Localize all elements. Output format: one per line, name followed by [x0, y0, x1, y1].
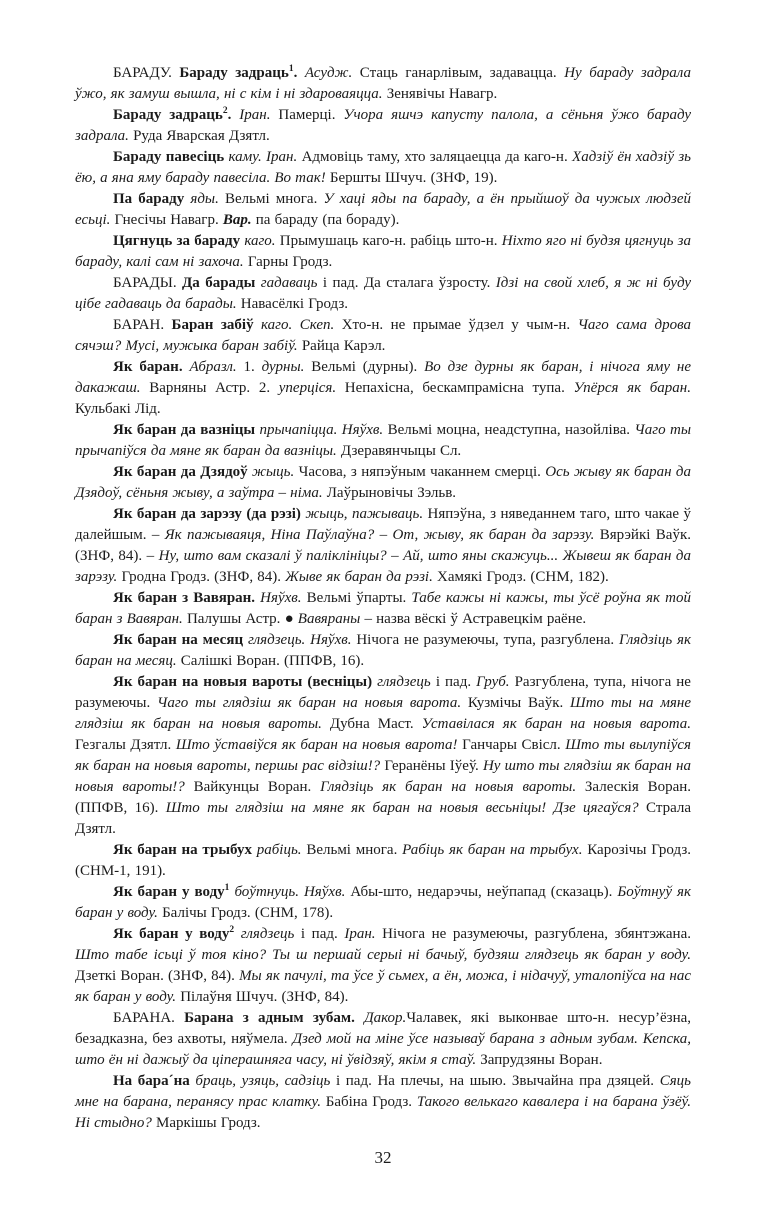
text-run: Вайкунцы Воран. [193, 779, 321, 795]
text-run: Бершты Шчуч. (ЗНФ, 19). [329, 170, 498, 186]
dictionary-entry-paragraph [75, 420, 691, 462]
text-run: Гродна Гродз. (ЗНФ, 84). [121, 569, 286, 585]
text-run: Вар. [222, 212, 256, 228]
text-run: Карозічы Гродз. (СНМ-1, 191). [75, 842, 691, 879]
text-run: Непахісна, бескампрамісна тупа. [344, 380, 574, 396]
text-run: Гарны Гродз. [247, 254, 333, 270]
text-run: Іран. [239, 107, 279, 123]
text-run: . [293, 65, 305, 81]
text-run: Чаго сама дрова сячэш? Мусі, мужыка баран забіў. [75, 317, 691, 354]
text-run: Як баран на новыя вароты (весніцы) [113, 674, 378, 690]
text-run: і пад. [300, 926, 345, 942]
text-run: БАРАН. [113, 317, 172, 333]
text-run: Разгублена, тупа, нічога не разумеючы. [75, 674, 691, 711]
text-run: Што табе ісьці ў тоя кіно? Ты ш першай серыі ні бачыў, будзяш глядзець як баран у воду. [75, 947, 691, 963]
text-run: Цягнуць за бараду [113, 233, 245, 249]
text-run: Залескія Воран. (ППФВ, 16). [75, 779, 692, 816]
text-run: Вярэйкі Ваўк. (ЗНФ, 84). [75, 527, 691, 564]
text-run: Груб. [476, 674, 515, 690]
text-run: 2 [229, 925, 235, 935]
text-run: рабіць. [256, 842, 307, 858]
text-run [234, 926, 241, 942]
text-run: БАРАДУ. [113, 65, 180, 81]
dictionary-entry-paragraph [75, 147, 691, 189]
text-run: Што ты на мяне глядзіш як баран на новыя вароты. [75, 695, 691, 732]
dictionary-entry-paragraph [75, 63, 691, 105]
text-run: Хто-н. не прымае ўдзел у чым-н. [341, 317, 578, 333]
dictionary-entry-paragraph [75, 273, 691, 315]
dictionary-entry-paragraph [75, 315, 691, 357]
text-run: Балічы Гродз. (СНМ, 178). [162, 905, 334, 921]
text-run: Рабіць як баран на трыбух. [402, 842, 588, 858]
text-run: Лаўрыновічы Зэльв. [326, 485, 457, 501]
text-run: жыць, пажываць. [305, 506, 428, 522]
text-run: глядзець [377, 674, 436, 690]
text-run: Дзеткі Воран. (ЗНФ, 84). [75, 968, 240, 984]
text-run: Няўхв. [260, 590, 307, 606]
text-run: Страла Дзятл. [75, 800, 692, 837]
text-run: Дзед мой на міне ўсе называў барана з адным зубам. Кепска, што ён ні дажыў да ціперашняга часу, ні ўвідзяў, якім я стаў. [75, 1031, 691, 1068]
text-run: Памерці. [278, 107, 344, 123]
dictionary-entry-paragraph [75, 357, 691, 420]
text-run: Жыве як баран да рэзі. [285, 569, 437, 585]
text-run: Хадзіў ён хадзіў зь ёю, а яна яму бараду павесіла. Во так! [75, 149, 692, 186]
text-run: гадаваць [260, 275, 323, 291]
dictionary-entry-paragraph [75, 462, 691, 504]
text-run: – Ну, што вам сказалі ў паліклініцы? – Ай, што яны скажуць... Жывеш як баран да зарэзу. [75, 548, 691, 585]
text-run: дурны. [261, 359, 312, 375]
text-run: каго. Скеп. [261, 317, 342, 333]
text-run: уперціся. [278, 380, 345, 396]
text-run: Пілаўня Шчуч. (ЗНФ, 84). [180, 989, 349, 1005]
text-run: Сяць мне на барана, перанясу прас клатку. [75, 1073, 691, 1110]
text-run: 1 [288, 64, 294, 74]
text-run: Упёрся як баран. [573, 380, 692, 396]
text-run: Нічога не разумеючы, разгублена, збянтэжана. [382, 926, 691, 942]
text-run: прычапіцца. Няўхв. [259, 422, 388, 438]
text-run: Вельмі моцна, неадступна, назойліва. [387, 422, 635, 438]
text-run: каго. [244, 233, 280, 249]
text-run: каму. Іран. [228, 149, 302, 165]
text-run: Боўтнуў як баран у воду. [75, 884, 691, 921]
text-run: Ну што ты глядзіш як баран на новыя вароты!? [75, 758, 691, 795]
text-run: Маркішы Гродз. [155, 1115, 261, 1131]
text-run: Часова, з няпэўным чаканнем смерці. [298, 464, 546, 480]
text-run: Як баран у воду [113, 884, 225, 900]
text-run: Асудж. [304, 65, 360, 81]
text-run: Хамякі Гродз. (СНМ, 182). [437, 569, 609, 585]
text-run: Уставілася як баран на новыя варота. [421, 716, 692, 732]
dictionary-entry-paragraph [75, 630, 691, 672]
text-run: БАРАНА. [113, 1010, 185, 1026]
text-run: Палушы Астр. ● [186, 611, 298, 627]
text-run: Дакор. [364, 1010, 407, 1026]
text-run: Іран. [344, 926, 383, 942]
text-run: Навасёлкі Гродз. [240, 296, 349, 312]
text-run: і пад. На плечы, на шыю. Звычайна пра дзяцей. [335, 1073, 660, 1089]
text-run: Як баран да зарэзу (да рэзі) [113, 506, 306, 522]
dictionary-entry-paragraph [75, 189, 691, 231]
dictionary-entry-paragraph [75, 105, 691, 147]
text-run: Па бараду [113, 191, 191, 207]
text-run: жыць. [252, 464, 299, 480]
text-run: Няпэўна, з няведаннем таго, што чакае ў далейшым. [75, 506, 691, 543]
text-run: Вавяраны [297, 611, 365, 627]
text-run: Руда Яварская Дзятл. [133, 128, 270, 144]
text-run: Як баран у воду [113, 926, 230, 942]
text-run: Чаго ты глядзіш як баран на новыя варота. [157, 695, 468, 711]
dictionary-entry-paragraph [75, 1071, 691, 1134]
text-run: Бараду задраць [179, 65, 289, 81]
dictionary-entry-paragraph [75, 1008, 691, 1071]
text-run: Кузмічы Ваўк. [467, 695, 571, 711]
dictionary-entry-paragraph [75, 588, 691, 630]
text-run: Глядзіць як баран на месяц. [75, 632, 691, 669]
text-run: Чалавек, які выконвае што-н. несур’ёзна, безадказна, без ахвоты, няўмела. [75, 1010, 692, 1047]
dictionary-entry-paragraph [75, 882, 691, 924]
text-run: – Як пажываяця, Ніна Паўлаўна? – От, жыву, як баран да зарэзу. [151, 527, 600, 543]
text-run: Барана з адным зубам. [184, 1010, 365, 1026]
text-run: Геранёны Іўеў. [384, 758, 483, 774]
text-run: Што ўставіўся як баран на новыя варота! [175, 737, 463, 753]
text-run: глядзець [240, 926, 301, 942]
text-run: Гезгалы Дзятл. [75, 737, 176, 753]
text-run: Ганчары Свісл. [462, 737, 566, 753]
text-run: Нічога не разумеючы, тупа, разгублена. [356, 632, 619, 648]
text-run: Во дзе дурны як баран, і нічога яму не дакажаш. [75, 359, 691, 396]
text-run: Бараду павесіць [113, 149, 229, 165]
text-run: Такого велькаго кавалера і на барана ўзёў. Ні стыдно? [75, 1094, 691, 1131]
text-run: Што ты вылупіўся як баран на новыя вароты, першы рас відзіш!? [75, 737, 692, 774]
text-run: і пад. [435, 674, 477, 690]
text-run: 1 [224, 883, 230, 893]
text-run: Чаго ты прычапіўся да мяне як баран да вазніцы. [75, 422, 691, 459]
text-run: Варняны Астр. 2. [149, 380, 279, 396]
page-number: 32 [374, 1148, 392, 1167]
text-run: Ідзі на свой хлеб, я ж ні буду цібе гадаваць да барады. [75, 275, 692, 312]
text-run: Як баран на трыбух [113, 842, 257, 858]
text-run: Як баран да вазніцы [113, 422, 260, 438]
text-run: У хаці яды па бараду, а ён прыйшоў да чужых людзей есьці. [75, 191, 691, 228]
text-run: Запрудзяны Воран. [480, 1052, 603, 1068]
text-run: На бара´на [113, 1073, 196, 1089]
text-run: 1. [243, 359, 262, 375]
text-run: Абразл. [189, 359, 244, 375]
text-run: і пад. Да сталага ўзросту. [322, 275, 496, 291]
text-run: Вельмі многа. [306, 842, 403, 858]
text-run: Мы як пачулі, та ўсе ў сьмех, а ён, можа, і нідачуў, уталопіўса на нас як баран у воду. [75, 968, 692, 1005]
text-run: глядзець. Няўхв. [247, 632, 357, 648]
text-run: Як баран. [113, 359, 190, 375]
text-run: 2 [222, 106, 228, 116]
text-run: Салішкі Воран. (ППФВ, 16). [180, 653, 365, 669]
text-run: Вельмі многа. [224, 191, 324, 207]
text-run: Гнесічы Навагр. [114, 212, 223, 228]
text-run: Дзеравянчыцы Сл. [340, 443, 462, 459]
dictionary-entry-paragraph [75, 504, 691, 588]
text-run: Бабіна Гродз. [325, 1094, 417, 1110]
text-run: Учора яшчэ капусту палола, а сёньня ўжо бараду задрала. [75, 107, 691, 144]
text-run: Як баран з Вавяран. [113, 590, 261, 606]
text-run: Баран забіў [171, 317, 262, 333]
text-run: Стаць ганарлівым, задавацца. [359, 65, 565, 81]
text-run: боўтнуць. Няўхв. [234, 884, 351, 900]
text-run: – назва вёскі ў Астравецкім раёне. [364, 611, 587, 627]
text-run: Вельмі ўпарты. [306, 590, 412, 606]
text-run: Абы-што, недарэчы, неўпапад (сказаць). [350, 884, 618, 900]
text-run: яды. [190, 191, 225, 207]
text-run: Дубна Маст. [329, 716, 422, 732]
text-run: Ну бараду задрала ўжо, як замуш вышла, ні с кім і ні здароваяцца. [75, 65, 692, 102]
text-run: БАРАДЫ. [113, 275, 182, 291]
text-run: Ось жыву як баран да Дзядоў, сёньня жыву, а заўтра – німа. [75, 464, 691, 501]
text-run: Адмовіць таму, хто заляцаецца да каго-н. [301, 149, 573, 165]
text-run: Табе кажы ні кажы, ты ўсё роўна як той баран з Вавяран. [75, 590, 691, 627]
text-run: Глядзіць як баран на новыя вароты. [320, 779, 585, 795]
text-run: Райца Карэл. [301, 338, 386, 354]
text-run: Кульбакі Лід. [75, 401, 161, 417]
text-run: Да барады [181, 275, 261, 291]
dictionary-entry-paragraph [75, 924, 691, 1008]
text-run: Ніхто яго ні будзя цягнуць за бараду, калі сам ні захоча. [75, 233, 691, 270]
text-run: Прымушаць каго-н. рабіць што-н. [279, 233, 502, 249]
dictionary-text-block [75, 63, 691, 1134]
text-run: Вельмі (дурны). [311, 359, 425, 375]
text-run: Бараду задраць [113, 107, 223, 123]
dictionary-entry-paragraph [75, 840, 691, 882]
dictionary-entry-paragraph [75, 672, 691, 840]
dictionary-entry-paragraph [75, 231, 691, 273]
text-run: Як баран на месяц [113, 632, 248, 648]
text-run: па бараду (па бораду). [255, 212, 400, 228]
text-run: Зенявічы Навагр. [386, 86, 498, 102]
text-run: Што ты глядзіш на мяне як баран на новыя весьніцы! Дзе цягаўся? [165, 800, 647, 816]
text-run: браць, узяць, садзіць [195, 1073, 336, 1089]
text-run: . [227, 107, 240, 123]
text-run: Як баран да Дзядоў [113, 464, 253, 480]
